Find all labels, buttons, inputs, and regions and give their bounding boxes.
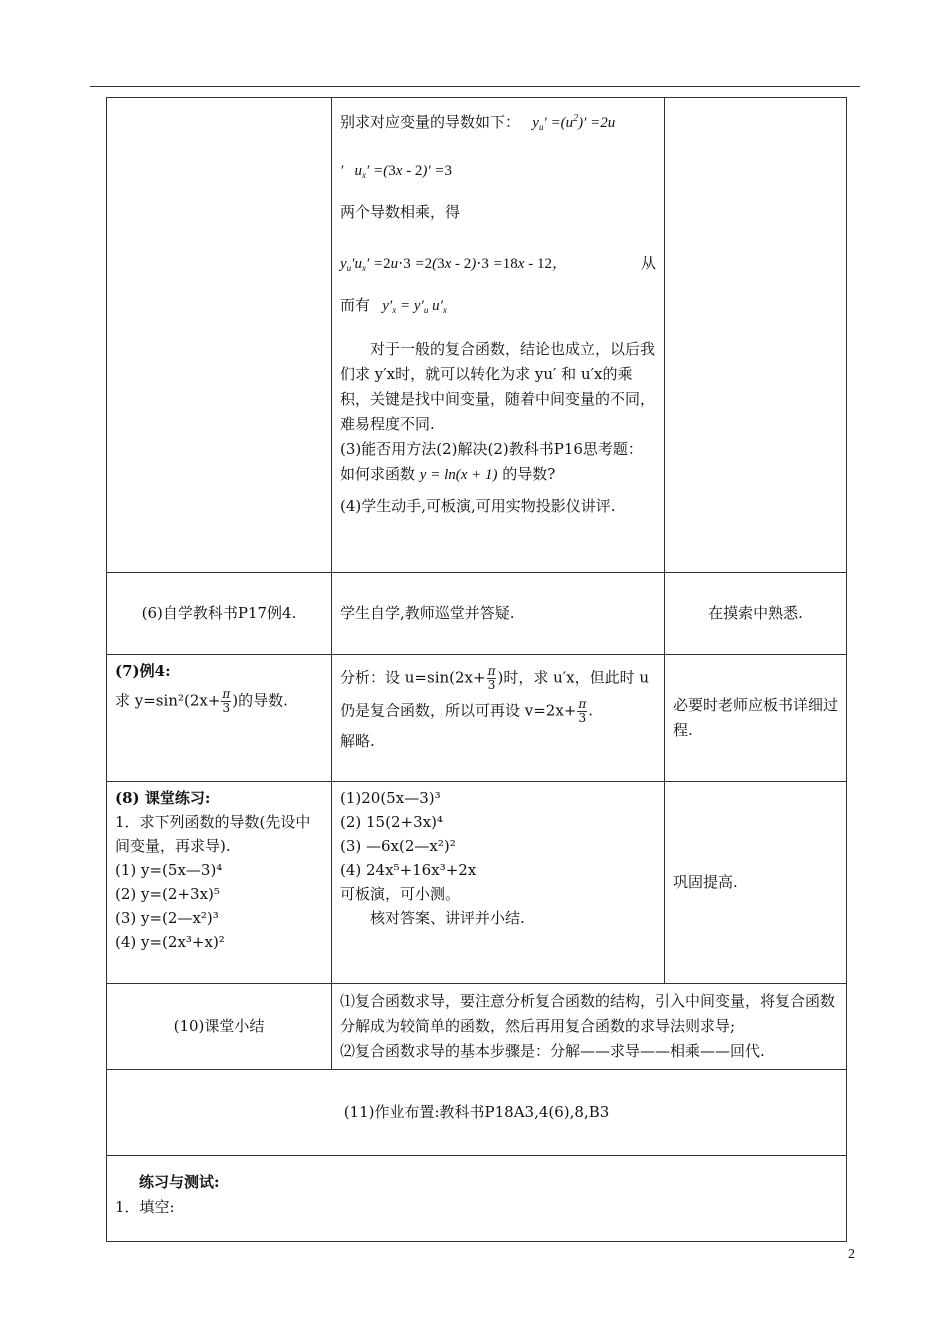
summary-point-1: ⑴复合函数求导，要注意分析复合函数的结构，引入中间变量，将复合函数分解成为较简单的函数，然后再用复合函数的求导法则求导; bbox=[340, 992, 836, 1035]
row7-test-cell bbox=[107, 1156, 847, 1242]
derivative-intro bbox=[340, 106, 656, 140]
table-row bbox=[107, 573, 847, 655]
analysis-period: . bbox=[588, 701, 594, 720]
test-title: 练习与测试: bbox=[139, 1173, 220, 1191]
practice-answer: (4) 24x⁵+16x³+2x bbox=[340, 861, 477, 879]
problem-text: 求 y=sin²(2x+ bbox=[115, 691, 221, 710]
question-3 bbox=[340, 437, 656, 488]
table-row bbox=[107, 98, 847, 573]
summary-point-2: ⑵复合函数求导的基本步骤是：分解——求导——相乘——回代. bbox=[340, 1042, 765, 1060]
row1-note-cell bbox=[665, 98, 847, 573]
practice-remark: 核对答案、讲评并小结. bbox=[370, 909, 525, 927]
solution-omitted: 解略. bbox=[340, 732, 375, 750]
row2-note: 在摸索中熟悉. bbox=[665, 573, 847, 655]
equation-chain-rule: $y'_x = y'_u$ $u'_x$ bbox=[374, 298, 447, 315]
multiply-text: 两个导数相乘，得 bbox=[340, 203, 461, 221]
equation-ux: ′ $u_x' =(3x - 2)' =3$ bbox=[340, 163, 452, 180]
row1-step-cell bbox=[107, 98, 332, 573]
analysis-line-2 bbox=[340, 698, 656, 725]
analysis-line-1 bbox=[340, 665, 656, 692]
row3-note: 必要时老师应板书详细过程. bbox=[665, 655, 847, 782]
general-conclusion: 对于一般的复合函数，结论也成立，以后我们求 y′x时，就可以转化为求 yu′ 和 u′x的乘积，关键是找中间变量，随着中间变量的不同，难易程度不同. bbox=[340, 340, 656, 433]
practice-title: (8) 课堂练习: bbox=[115, 789, 211, 807]
question-3-text: (3)能否用方法(2)解决(2)教科书P16思考题：如何求函数 bbox=[340, 440, 643, 483]
row3-step-cell bbox=[107, 655, 332, 782]
therefore-line bbox=[340, 293, 656, 323]
fraction-pi-over-3: $\frac{\pi}{3}$ bbox=[222, 687, 231, 715]
row2-activity: 学生自学,教师巡堂并答疑. bbox=[332, 573, 665, 655]
practice-item: (3) y=(2—x²)³ bbox=[115, 909, 219, 927]
practice-item: (2) y=(2+3x)⁵ bbox=[115, 885, 220, 903]
practice-answer: (1)20(5x—3)³ bbox=[340, 789, 441, 807]
table-row bbox=[107, 655, 847, 782]
table-row bbox=[107, 782, 847, 984]
practice-remark: 可板演，可小测。 bbox=[340, 885, 461, 903]
fraction-pi-over-3: $\frac{\pi}{3}$ bbox=[487, 664, 496, 692]
test-item: 1．填空: bbox=[115, 1198, 175, 1216]
cong-text: 从 bbox=[640, 254, 656, 272]
lesson-table bbox=[106, 97, 847, 1242]
practice-item: (1) y=(5x—3)⁴ bbox=[115, 861, 223, 879]
row2-step: (6)自学教科书P17例4. bbox=[107, 573, 332, 655]
fraction-pi-over-3: $\frac{\pi}{3}$ bbox=[578, 697, 587, 725]
header-rule bbox=[90, 86, 860, 87]
practice-answer: (2) 15(2+3x)⁴ bbox=[340, 813, 443, 831]
example-problem bbox=[115, 688, 323, 715]
question-4: (4)学生动手,可板演,可用实物投影仪讲评. bbox=[340, 497, 616, 515]
analysis-text: 分析：设 u=sin(2x+ bbox=[340, 668, 486, 687]
intro-text: 别求对应变量的导数如下： bbox=[340, 113, 521, 131]
table-row bbox=[107, 1156, 847, 1242]
equation-product: $y_u'u_x' =2u\cdot 3 =2(3x - 2)\cdot 3 =18x - 12$， 从 bbox=[340, 251, 656, 281]
row4-step-cell bbox=[107, 782, 332, 984]
table-row bbox=[107, 1070, 847, 1156]
practice-answer: (3) —6x(2—x²)² bbox=[340, 837, 456, 855]
row4-answer-cell bbox=[332, 782, 665, 984]
table-row bbox=[107, 984, 847, 1070]
row5-summary-cell bbox=[332, 984, 847, 1070]
example-title: (7)例4: bbox=[115, 662, 171, 680]
row3-analysis-cell bbox=[332, 655, 665, 782]
equation-yu: $y_u' =(u^2)' =2u$ bbox=[524, 113, 616, 132]
practice-item: (4) y=(2x³+x)² bbox=[115, 933, 225, 951]
problem-tail: )的导数. bbox=[232, 691, 288, 710]
practice-task: 1．求下列函数的导数(先设中间变量，再求导). bbox=[115, 813, 311, 855]
analysis-text-3: 仍是复合函数，所以可再设 v=2x+ bbox=[340, 701, 577, 720]
question-3-tail: 的导数? bbox=[502, 465, 556, 483]
row5-step: (10)课堂小结 bbox=[107, 984, 332, 1070]
analysis-text-2: )时，求 u′x，但此时 u bbox=[497, 668, 650, 687]
row4-note: 巩固提高. bbox=[665, 782, 847, 984]
page-number: 2 bbox=[848, 1247, 855, 1262]
er-you-text: 而有 bbox=[340, 296, 371, 314]
row1-activity-cell bbox=[332, 98, 665, 573]
homework-assignment: (11)作业布置:教科书P18A3,4(6),8,B3 bbox=[107, 1070, 847, 1156]
equation-ln: y = ln(x + 1) bbox=[419, 467, 498, 483]
